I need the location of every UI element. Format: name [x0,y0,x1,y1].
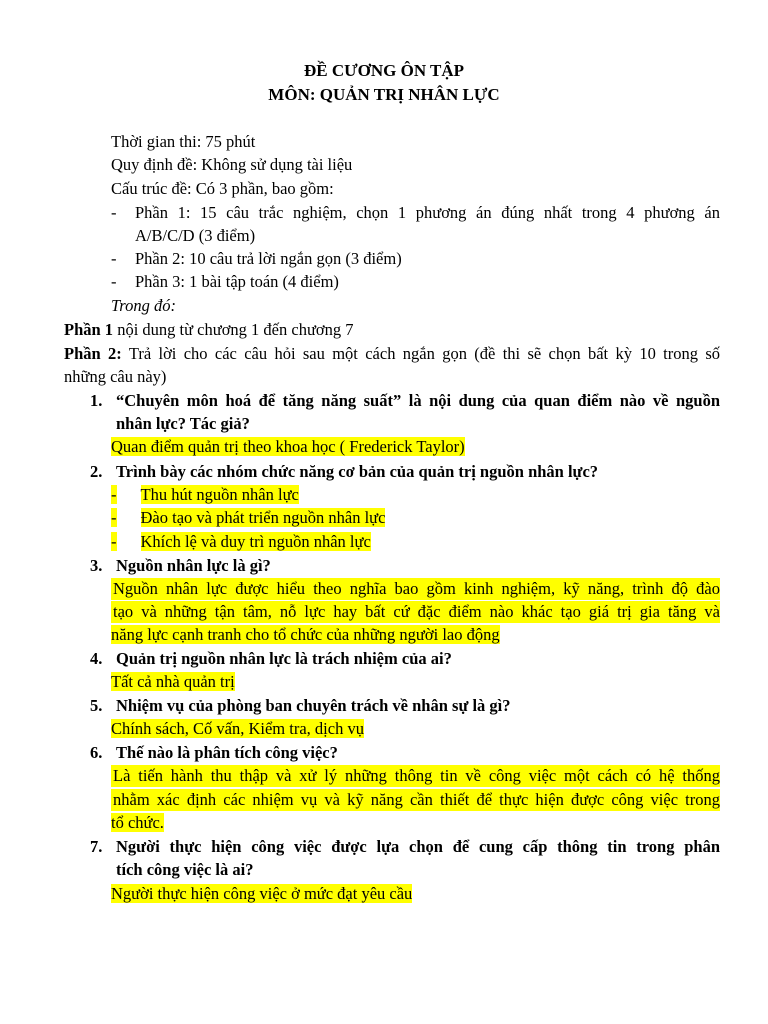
section-part2-text: Trả lời cho các câu hỏi sau một cách ngắn gọn (đề thi sẽ chọn bất kỳ 10 trong số [121,344,720,363]
answer-2-item [111,531,371,553]
exam-rule: Quy định đề: Không sử dụng tài liệu [111,155,353,174]
section-part1-text: nội dung từ chương 1 đến chương 7 [113,320,354,339]
answer-2-item [111,507,385,529]
question-number: 7. [90,837,103,856]
question-number: 6. [90,743,103,762]
answer-7 [111,883,412,905]
section-part1 [64,319,353,341]
bullet-dash: - [111,203,117,222]
question-number: 3. [90,556,103,575]
question-number: 1. [90,391,103,410]
answer-3-text: Nguồn nhân lực được hiểu theo nghĩa bao gồm kinh nghiệm, kỹ năng, trình độ đào [113,579,720,598]
section-part2 [64,343,720,365]
answer-2-item [111,484,299,506]
answer-3-text-end: năng lực cạnh tranh cho tổ chức của những người lao động [111,625,500,644]
exam-structure: Cấu trúc đề: Có 3 phần, bao gồm: [111,179,334,198]
part1-description-cont: A/B/C/D (3 điểm) [135,226,256,245]
answer-6-text: Là tiến hành thu thập và xử lý những thông tin về công việc một cách có hệ thống [113,766,720,785]
question-7-text-cont: tích công việc là ai? [116,860,254,879]
bullet-dash: - [111,249,117,268]
answer-5-text: Chính sách, Cố vấn, Kiểm tra, dịch vụ [111,719,364,738]
answer-2-item-text: Thu hút nguồn nhân lực [140,485,299,504]
answer-3-text-cont: tạo và những tận tâm, nỗ lực hay bất cứ đặc điểm nào khác tạo giá trị gia tăng và [113,602,720,621]
question-1-text: “Chuyên môn hoá để tăng năng suất” là nội dung của quan điểm nào về nguồn [116,391,720,410]
section-part1-label: Phần 1 [64,320,114,339]
answer-4 [111,671,235,693]
answer-7-text: Người thực hiện công việc ở mức đạt yêu cầu [111,884,413,903]
in-which-label: Trong đó: [111,296,176,315]
bullet-dash: - [111,532,117,551]
answer-6-text-cont: nhằm xác định các nhiệm vụ và kỹ năng cần thiết để thực hiện được công việc trong [113,790,720,809]
answer-2-item-text: Đào tạo và phát triển nguồn nhân lực [140,508,386,527]
question-2-text: Trình bày các nhóm chức năng cơ bản của quản trị nguồn nhân lực? [116,462,599,481]
answer-3-last [111,624,500,646]
section-part2-label: Phần 2: [64,344,122,363]
question-7-text: Người thực hiện công việc được lựa chọn để cung cấp thông tin trong phân [116,837,720,856]
answer-5 [111,718,364,740]
part1-description: Phần 1: 15 câu trắc nghiệm, chọn 1 phương án đúng nhất trong 4 phương án [135,203,720,222]
bullet-dash: - [111,272,117,291]
question-number: 4. [90,649,103,668]
answer-4-text: Tất cả nhà quản trị [111,672,235,691]
subject-title: MÔN: QUẢN TRỊ NHÂN LỰC [268,85,500,104]
question-number: 5. [90,696,103,715]
answer-1-text: Quan điểm quản trị theo khoa học ( Frederick Taylor) [111,437,465,456]
question-4-text: Quản trị nguồn nhân lực là trách nhiệm của ai? [116,649,452,668]
question-5-text: Nhiệm vụ của phòng ban chuyên trách về nhân sự là gì? [116,696,511,715]
answer-2-item-text: Khích lệ và duy trì nguồn nhân lực [140,532,371,551]
question-1-text-cont: nhân lực? Tác giả? [116,414,250,433]
question-3-text: Nguồn nhân lực là gì? [116,556,271,575]
question-number: 2. [90,462,103,481]
document-title: ĐỀ CƯƠNG ÔN TẬP [303,61,465,80]
exam-time: Thời gian thi: 75 phút [111,132,256,151]
bullet-dash: - [111,485,117,504]
part3-description: Phần 3: 1 bài tập toán (4 điểm) [135,272,339,291]
bullet-dash: - [111,508,117,527]
section-part2-text-cont: những câu này) [64,367,167,386]
part2-description: Phần 2: 10 câu trả lời ngắn gọn (3 điểm) [135,249,402,268]
question-6-text: Thế nào là phân tích công việc? [116,743,338,762]
answer-6-last [111,812,164,834]
answer-1 [111,436,465,458]
answer-6-text-end: tổ chức. [111,813,164,832]
